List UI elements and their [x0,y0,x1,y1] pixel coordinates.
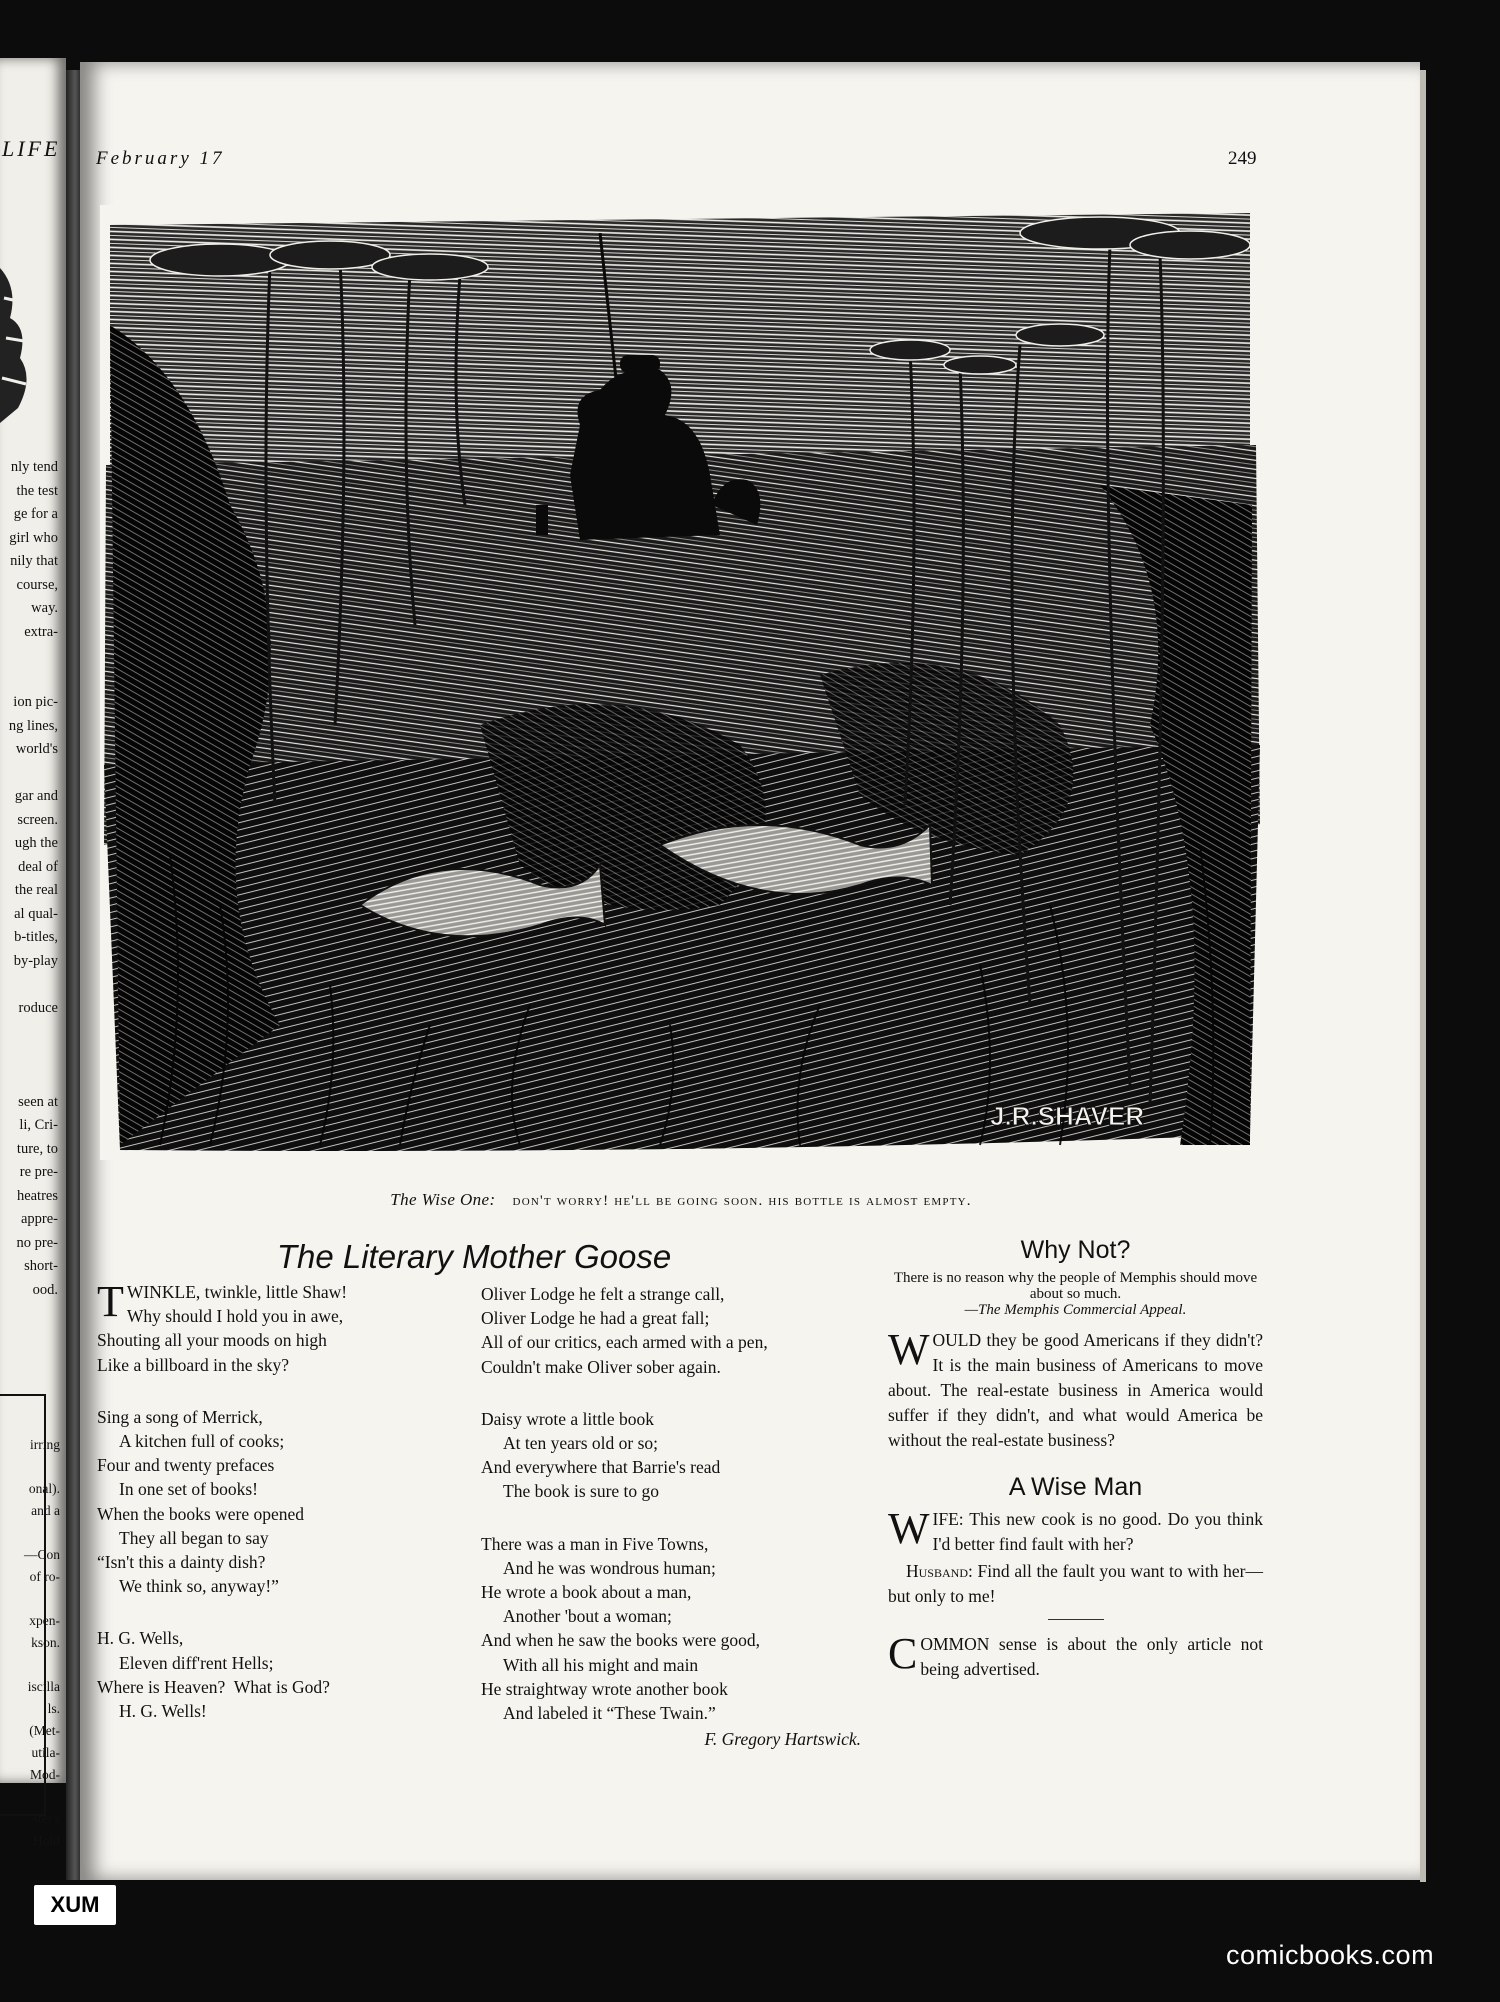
stanza-gap [97,1598,437,1626]
common-sense-first-word: OMMON [920,1634,990,1655]
source-watermark: comicbooks.com [1226,1940,1435,1970]
why-not-dropcap: W [888,1325,930,1375]
poem-line: Like a billboard in the sky? [97,1354,289,1375]
poem-line: He wrote a book about a man, [481,1582,692,1603]
poem-line: Another 'bout a woman; [503,1606,672,1627]
epigraph-quote: There is no reason why the people of Memphis should move about so much. [893,1270,1258,1303]
poem-line: He straightway wrote another book [481,1678,728,1699]
poem-lines [481,1282,861,1725]
poem-lines [97,1304,437,1723]
poem-line: WINKLE, twinkle, little Shaw! [126,1282,348,1302]
poem-column-middle [481,1282,861,1751]
poem-line: Four and twenty prefaces [97,1455,275,1476]
poem-line: Shouting all your moods on high [97,1330,327,1351]
caption-speaker: The Wise One: [390,1190,496,1209]
wife-text: This new cook is no good. Do you think I'd better find fault with her? [932,1509,1264,1555]
issue-date: February 17 [96,148,225,169]
poem-line: Eleven diff'rent Hells; [119,1652,274,1673]
poem-line: H. G. Wells, [97,1628,184,1649]
poem-column-left [97,1277,437,1723]
poem-line: And when he saw the books were good, [481,1630,760,1651]
page-edge [1420,70,1426,1882]
why-not-title: Why Not? [1020,1236,1131,1264]
archive-stamp: XUM [34,1885,116,1925]
poem-line: Sing a song of Merrick, [97,1406,263,1427]
stanza-gap [481,1379,861,1407]
poem-line: And he was wondrous human; [503,1557,716,1578]
poem-line: Daisy wrote a little book [481,1408,655,1429]
common-sense-note [888,1629,1264,1682]
cartoon-caption [100,1190,1262,1210]
poem-line: In one set of books! [119,1479,259,1500]
section-divider [1048,1619,1104,1620]
poem-line: Oliver Lodge he had a great fall; [481,1308,710,1329]
common-sense-text: sense is about the only article not being advertised. [920,1634,1264,1680]
poem-line: Couldn't make Oliver sober again. [481,1356,721,1377]
husband-label: Husband: [906,1561,973,1582]
wife-label: IFE: [932,1509,964,1530]
poem-dropcap: T [97,1277,124,1326]
poem-line: A kitchen full of cooks; [119,1431,285,1452]
poem-author: F. Gregory Hartswick. [704,1729,861,1750]
poem-line: They all began to say [119,1527,269,1548]
poem-line: With all his might and main [503,1654,699,1675]
stanza-gap [97,1377,437,1405]
artist-signature: J.R.SHAVER [990,1101,1145,1131]
page-number: 249 [1228,148,1257,169]
husband-text: Find all the fault you want to with her—but only to me! [888,1561,1264,1607]
poem-line: The book is sure to go [503,1481,660,1502]
previous-page-header: LIFE [2,136,61,161]
previous-page-illustration [0,258,36,428]
wise-man-husband [888,1559,1263,1609]
poem-line: And labeled it “These Twain.” [503,1703,716,1724]
poem-title: The Literary Mother Goose [276,1238,672,1275]
common-sense-dropcap: C [888,1629,918,1679]
caption-speech: don't worry! he'll be going soon. his bottle is almost empty. [512,1193,972,1209]
poem-line: At ten years old or so; [503,1433,659,1454]
right-column [888,1238,1263,1682]
wise-man-wife [888,1504,1264,1557]
why-not-body [888,1325,1264,1453]
epigraph-source: —The Memphis Commercial Appeal. [964,1302,1187,1319]
poem-line: “Isn't this a dainty dish? [97,1552,266,1573]
cartoon-illustration [100,205,1262,1160]
previous-page-strip [0,58,66,1848]
poem-line: All of our critics, each armed with a pen, [481,1332,768,1353]
why-not-text: they be good Americans if they didn't? It is the main business of Americans to move about. The real-estate business in America would suffer if they didn't, and what would America be without the real-estate business? [888,1330,1264,1451]
stanza-gap [481,1504,861,1532]
previous-page-box-text: irring onal). and a —Con of ro- xpen- kson. iscilla ls. (Met- utila- Mod- ster's Hold [23,1437,60,1848]
poem-line: There was a man in Five Towns, [481,1533,709,1554]
poem-line: We think so, anyway!” [119,1576,279,1597]
wise-man-dropcap: W [888,1504,930,1554]
wise-man-title: A Wise Man [1008,1473,1143,1502]
poem-line: And everywhere that Barrie's read [481,1457,721,1478]
poem-line: H. G. Wells! [119,1701,207,1722]
poem-line: Why should I hold you in awe, [126,1306,344,1327]
poem-line: When the books were opened [97,1503,305,1524]
poem-line: Oliver Lodge he felt a strange call, [481,1284,725,1304]
why-not-first-word: OULD [932,1330,982,1351]
poem-line: Where is Heaven? What is God? [97,1676,330,1697]
why-not-epigraph [888,1270,1263,1318]
previous-page-text: nly tend the test ge for a girl who nily that course, way. extra- ion pic- ng lines, world's gar and screen. ugh the deal of the real al qual- b-titles, by-play roduce seen at li, Cri- ture, to re pre- heatres appre- no pre- short- ood. [8,459,58,1298]
